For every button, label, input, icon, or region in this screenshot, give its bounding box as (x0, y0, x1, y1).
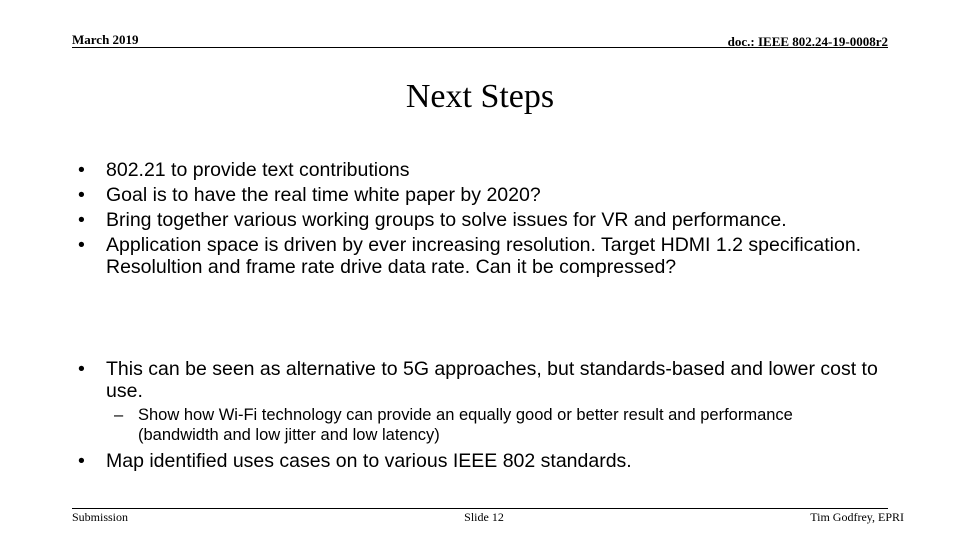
bullet-item (76, 184, 896, 206)
footer-submission: Submission (72, 510, 129, 524)
bullet-item (76, 450, 896, 472)
sub-bullet-marker: – (114, 406, 124, 424)
bullet-item (76, 234, 896, 278)
bullet-item (76, 159, 896, 181)
bullet-text: Map identified uses cases on to various IEEE 802 standards. (106, 450, 632, 472)
bullet-text: 802.21 to provide text contributions (106, 159, 410, 181)
bullet-text: Bring together various working groups to solve issues for VR and performance. (106, 209, 787, 231)
bullet-list-primary (76, 159, 896, 281)
bullet-marker: • (78, 234, 85, 256)
bullet-item (76, 209, 896, 231)
bullet-list-map (76, 450, 896, 472)
bullet-marker: • (78, 184, 85, 206)
sub-bullet-item (114, 405, 834, 445)
header-divider (72, 47, 888, 48)
bullet-item (76, 358, 896, 402)
bullet-marker: • (78, 209, 85, 231)
bullet-list-alternative (76, 358, 896, 402)
sub-bullet-text: Show how Wi-Fi technology can provide an equally good or better result and performance (bandwidth and low jitter and low latency) (138, 406, 793, 444)
header-date: March 2019 (72, 32, 139, 47)
sub-bullet-list (114, 405, 834, 445)
footer-slide-number: Slide 12 (464, 510, 504, 524)
footer-divider (72, 508, 888, 509)
bullet-marker: • (78, 358, 85, 380)
bullet-marker: • (78, 450, 85, 472)
bullet-text: This can be seen as alternative to 5G approaches, but standards-based and lower cost to use. (106, 358, 878, 402)
bullet-text: Goal is to have the real time white paper by 2020? (106, 184, 541, 206)
bullet-marker: • (78, 159, 85, 181)
header-doc-id: doc.: IEEE 802.24-19-0008r2 (727, 34, 888, 49)
slide-title: Next Steps (405, 78, 555, 115)
bullet-text: Application space is driven by ever increasing resolution. Target HDMI 1.2 specification. Resolultion and frame rate drive data rate. Can it be compressed? (106, 234, 862, 278)
footer-author: Tim Godfrey, EPRI (810, 510, 904, 524)
